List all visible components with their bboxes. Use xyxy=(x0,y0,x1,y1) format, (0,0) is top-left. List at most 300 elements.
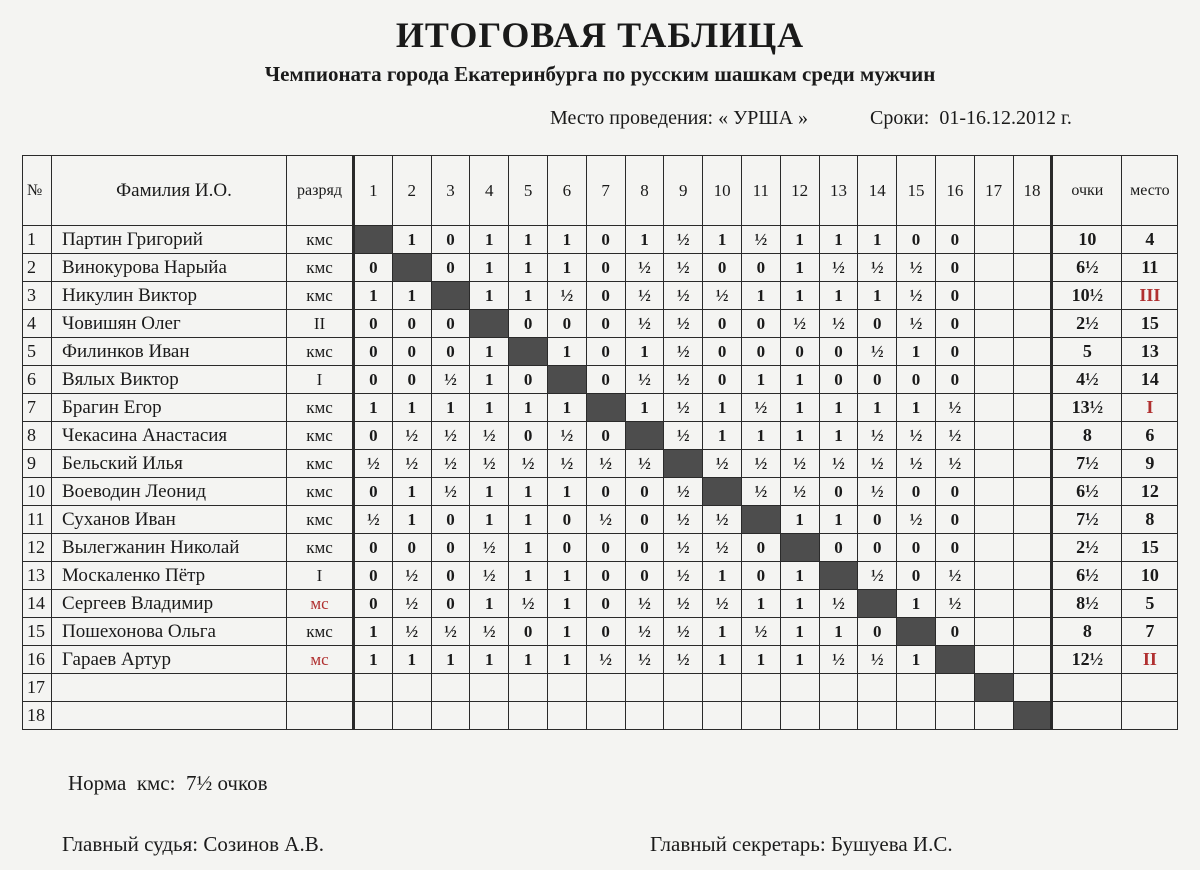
player-name: Пошехонова Ольга xyxy=(52,618,287,646)
result-cell: 0 xyxy=(392,534,431,562)
player-points: 6½ xyxy=(1052,254,1122,282)
player-place: II xyxy=(1122,646,1178,674)
player-rank: кмс xyxy=(287,226,354,254)
diagonal-cell xyxy=(935,646,974,674)
header-opponent: 6 xyxy=(547,156,586,226)
result-cell xyxy=(974,282,1013,310)
result-cell: ½ xyxy=(664,282,703,310)
table-row xyxy=(23,674,1178,702)
player-number: 9 xyxy=(23,450,52,478)
result-cell: ½ xyxy=(354,450,393,478)
result-cell: 0 xyxy=(897,534,936,562)
result-cell: 1 xyxy=(392,506,431,534)
result-cell: ½ xyxy=(780,310,819,338)
result-cell: 0 xyxy=(586,422,625,450)
player-name: Филинков Иван xyxy=(52,338,287,366)
result-cell: ½ xyxy=(354,506,393,534)
result-cell: 1 xyxy=(470,366,509,394)
result-cell: 1 xyxy=(703,226,742,254)
result-cell: 0 xyxy=(741,562,780,590)
table-row xyxy=(23,282,1178,310)
result-cell xyxy=(625,674,664,702)
header-opponent: 5 xyxy=(509,156,548,226)
result-cell: 0 xyxy=(586,534,625,562)
result-cell: ½ xyxy=(897,310,936,338)
result-cell: 1 xyxy=(897,646,936,674)
result-cell: 1 xyxy=(703,646,742,674)
result-cell: ½ xyxy=(897,506,936,534)
result-cell: ½ xyxy=(664,226,703,254)
result-cell xyxy=(974,534,1013,562)
result-cell: 1 xyxy=(354,282,393,310)
result-cell xyxy=(392,674,431,702)
result-cell: ½ xyxy=(392,590,431,618)
result-cell: ½ xyxy=(935,562,974,590)
result-cell xyxy=(470,702,509,730)
dates-label: Сроки: 01-16.12.2012 г. xyxy=(870,107,1072,129)
player-rank: кмс xyxy=(287,338,354,366)
result-cell xyxy=(1013,282,1052,310)
result-cell xyxy=(1013,422,1052,450)
result-cell: ½ xyxy=(780,450,819,478)
player-points: 10½ xyxy=(1052,282,1122,310)
result-cell: ½ xyxy=(858,562,897,590)
player-points: 10 xyxy=(1052,226,1122,254)
result-cell: 0 xyxy=(431,562,470,590)
result-cell: 1 xyxy=(509,282,548,310)
result-cell xyxy=(1013,478,1052,506)
venue-label: Место проведения: « УРША » xyxy=(550,107,809,129)
result-cell: 0 xyxy=(392,338,431,366)
header-points: очки xyxy=(1052,156,1122,226)
player-rank: кмс xyxy=(287,618,354,646)
player-number: 5 xyxy=(23,338,52,366)
player-points: 8 xyxy=(1052,618,1122,646)
result-cell: 0 xyxy=(354,338,393,366)
player-place xyxy=(1122,702,1178,730)
diagonal-cell xyxy=(703,478,742,506)
player-name: Москаленко Пётр xyxy=(52,562,287,590)
diagonal-cell xyxy=(354,226,393,254)
header-row xyxy=(23,156,1178,226)
result-cell xyxy=(703,674,742,702)
result-cell xyxy=(780,702,819,730)
player-rank: мс xyxy=(287,646,354,674)
result-cell: 1 xyxy=(354,394,393,422)
result-cell xyxy=(780,674,819,702)
result-cell: 0 xyxy=(780,338,819,366)
player-points: 8½ xyxy=(1052,590,1122,618)
result-cell: ½ xyxy=(431,618,470,646)
result-cell: 1 xyxy=(703,618,742,646)
result-cell: ½ xyxy=(897,254,936,282)
player-points: 7½ xyxy=(1052,506,1122,534)
result-cell xyxy=(935,702,974,730)
result-cell: 0 xyxy=(392,310,431,338)
result-cell: 0 xyxy=(935,478,974,506)
result-cell: 0 xyxy=(858,506,897,534)
result-cell: 1 xyxy=(897,394,936,422)
result-cell: 0 xyxy=(586,366,625,394)
result-cell: ½ xyxy=(935,590,974,618)
player-rank: кмс xyxy=(287,506,354,534)
player-number: 10 xyxy=(23,478,52,506)
page-title: ИТОГОВАЯ ТАБЛИЦА xyxy=(395,15,805,55)
result-cell: 0 xyxy=(431,338,470,366)
table-row xyxy=(23,366,1178,394)
player-name: Брагин Егор xyxy=(52,394,287,422)
result-cell: ½ xyxy=(392,422,431,450)
table-row xyxy=(23,646,1178,674)
header-name: Фамилия И.О. xyxy=(52,156,287,226)
header-opponent: 11 xyxy=(741,156,780,226)
result-cell: 0 xyxy=(586,254,625,282)
result-cell: 0 xyxy=(354,562,393,590)
player-points: 2½ xyxy=(1052,534,1122,562)
result-cell xyxy=(819,702,858,730)
diagonal-cell xyxy=(897,618,936,646)
result-cell: 0 xyxy=(431,590,470,618)
result-cell: ½ xyxy=(431,478,470,506)
result-cell: ½ xyxy=(625,254,664,282)
player-place: 12 xyxy=(1122,478,1178,506)
result-cell: 0 xyxy=(935,254,974,282)
result-cell: ½ xyxy=(625,618,664,646)
result-cell xyxy=(974,506,1013,534)
result-cell: 0 xyxy=(547,534,586,562)
result-cell: 0 xyxy=(935,366,974,394)
result-cell: 1 xyxy=(858,282,897,310)
result-cell xyxy=(509,702,548,730)
result-cell: 1 xyxy=(509,478,548,506)
result-cell xyxy=(1013,366,1052,394)
result-cell xyxy=(547,702,586,730)
header-opponent: 12 xyxy=(780,156,819,226)
player-points: 13½ xyxy=(1052,394,1122,422)
player-rank: I xyxy=(287,562,354,590)
result-cell xyxy=(470,674,509,702)
table-row xyxy=(23,478,1178,506)
player-name: Бельский Илья xyxy=(52,450,287,478)
table-row xyxy=(23,618,1178,646)
result-cell: ½ xyxy=(703,506,742,534)
result-cell: ½ xyxy=(625,590,664,618)
result-cell: ½ xyxy=(664,254,703,282)
table-row xyxy=(23,394,1178,422)
header-opponent: 18 xyxy=(1013,156,1052,226)
player-name: Сергеев Владимир xyxy=(52,590,287,618)
diagonal-cell xyxy=(625,422,664,450)
result-cell: 1 xyxy=(741,590,780,618)
result-cell xyxy=(1013,646,1052,674)
player-number: 3 xyxy=(23,282,52,310)
result-cell: 1 xyxy=(819,282,858,310)
result-cell: ½ xyxy=(935,422,974,450)
result-cell: ½ xyxy=(741,618,780,646)
result-cell: ½ xyxy=(470,562,509,590)
result-cell xyxy=(547,674,586,702)
result-cell xyxy=(664,674,703,702)
result-cell xyxy=(974,590,1013,618)
result-cell: 0 xyxy=(354,254,393,282)
result-cell: 0 xyxy=(586,226,625,254)
result-cell: 1 xyxy=(470,226,509,254)
result-cell: 1 xyxy=(703,562,742,590)
header-opponent: 3 xyxy=(431,156,470,226)
result-cell: 0 xyxy=(935,506,974,534)
table-row xyxy=(23,310,1178,338)
result-cell: 0 xyxy=(586,590,625,618)
player-number: 17 xyxy=(23,674,52,702)
header-opponent: 17 xyxy=(974,156,1013,226)
player-name: Партин Григорий xyxy=(52,226,287,254)
header-num: № xyxy=(23,156,52,226)
result-cell: 0 xyxy=(354,422,393,450)
player-place: I xyxy=(1122,394,1178,422)
result-cell: ½ xyxy=(392,450,431,478)
result-cell: 1 xyxy=(780,590,819,618)
result-cell: ½ xyxy=(625,282,664,310)
result-cell: 1 xyxy=(431,394,470,422)
result-cell: 0 xyxy=(858,310,897,338)
result-cell: ½ xyxy=(819,590,858,618)
result-cell xyxy=(974,646,1013,674)
table-row xyxy=(23,590,1178,618)
player-name: Никулин Виктор xyxy=(52,282,287,310)
player-place: 5 xyxy=(1122,590,1178,618)
diagonal-cell xyxy=(431,282,470,310)
result-cell: ½ xyxy=(509,450,548,478)
player-number: 12 xyxy=(23,534,52,562)
player-rank: кмс xyxy=(287,450,354,478)
result-cell: ½ xyxy=(586,646,625,674)
result-cell: 0 xyxy=(897,366,936,394)
player-place: 13 xyxy=(1122,338,1178,366)
table-row xyxy=(23,450,1178,478)
result-cell: ½ xyxy=(703,282,742,310)
player-rank: кмс xyxy=(287,478,354,506)
result-cell: ½ xyxy=(392,562,431,590)
result-cell: 1 xyxy=(625,338,664,366)
result-cell xyxy=(586,674,625,702)
player-number: 6 xyxy=(23,366,52,394)
result-cell: 0 xyxy=(625,478,664,506)
result-cell: 0 xyxy=(586,338,625,366)
result-cell: 0 xyxy=(431,310,470,338)
result-cell: 0 xyxy=(897,478,936,506)
result-cell xyxy=(1013,618,1052,646)
result-cell xyxy=(1013,254,1052,282)
player-rank: мс xyxy=(287,590,354,618)
result-cell: 1 xyxy=(780,422,819,450)
header-opponent: 13 xyxy=(819,156,858,226)
result-cell: 1 xyxy=(819,618,858,646)
header-opponent: 9 xyxy=(664,156,703,226)
result-cell xyxy=(1013,674,1052,702)
result-cell: ½ xyxy=(858,478,897,506)
result-cell xyxy=(625,702,664,730)
result-cell: 1 xyxy=(470,338,509,366)
result-cell: ½ xyxy=(664,366,703,394)
player-name: Винокурова Нарыйа xyxy=(52,254,287,282)
result-cell: 0 xyxy=(741,310,780,338)
diagonal-cell xyxy=(547,366,586,394)
player-points: 12½ xyxy=(1052,646,1122,674)
result-cell: ½ xyxy=(858,254,897,282)
player-place: 7 xyxy=(1122,618,1178,646)
player-place: 4 xyxy=(1122,226,1178,254)
result-cell: 0 xyxy=(509,366,548,394)
player-name: Гараев Артур xyxy=(52,646,287,674)
result-cell: 0 xyxy=(935,534,974,562)
player-number: 14 xyxy=(23,590,52,618)
player-place: 15 xyxy=(1122,534,1178,562)
result-cell: 1 xyxy=(741,646,780,674)
result-cell: ½ xyxy=(664,534,703,562)
result-cell: ½ xyxy=(547,282,586,310)
result-cell: 1 xyxy=(470,506,509,534)
player-place: III xyxy=(1122,282,1178,310)
result-cell: 0 xyxy=(625,506,664,534)
chief-secretary: Главный секретарь: Бушуева И.С. xyxy=(650,832,953,856)
result-cell xyxy=(897,674,936,702)
result-cell: 0 xyxy=(819,338,858,366)
result-cell xyxy=(819,674,858,702)
result-cell xyxy=(974,702,1013,730)
result-cell xyxy=(974,422,1013,450)
result-cell: ½ xyxy=(431,422,470,450)
diagonal-cell xyxy=(392,254,431,282)
player-place: 14 xyxy=(1122,366,1178,394)
result-cell: 1 xyxy=(547,646,586,674)
result-cell: 0 xyxy=(703,310,742,338)
result-cell: ½ xyxy=(858,646,897,674)
result-cell xyxy=(974,226,1013,254)
header-place: место xyxy=(1122,156,1178,226)
result-cell xyxy=(1013,310,1052,338)
result-cell: 0 xyxy=(858,534,897,562)
player-rank xyxy=(287,702,354,730)
result-cell xyxy=(354,674,393,702)
result-cell: 0 xyxy=(625,534,664,562)
result-cell: 1 xyxy=(780,282,819,310)
result-cell xyxy=(1013,506,1052,534)
player-number: 8 xyxy=(23,422,52,450)
result-cell: 1 xyxy=(780,366,819,394)
result-cell: 1 xyxy=(819,226,858,254)
diagonal-cell xyxy=(470,310,509,338)
player-name xyxy=(52,674,287,702)
result-cell: ½ xyxy=(664,646,703,674)
result-cell: 0 xyxy=(819,366,858,394)
result-cell xyxy=(703,702,742,730)
player-number: 16 xyxy=(23,646,52,674)
result-cell: 1 xyxy=(741,422,780,450)
result-cell: 1 xyxy=(470,590,509,618)
result-cell: 0 xyxy=(354,590,393,618)
diagonal-cell xyxy=(858,590,897,618)
result-cell: 0 xyxy=(935,310,974,338)
result-cell: 0 xyxy=(819,478,858,506)
table-row xyxy=(23,534,1178,562)
result-cell xyxy=(664,702,703,730)
result-cell: 1 xyxy=(780,646,819,674)
result-cell: ½ xyxy=(664,338,703,366)
result-cell: 1 xyxy=(392,646,431,674)
result-cell: 1 xyxy=(509,254,548,282)
header-opponent: 16 xyxy=(935,156,974,226)
result-cell: 1 xyxy=(858,394,897,422)
player-place xyxy=(1122,674,1178,702)
result-cell: ½ xyxy=(625,450,664,478)
diagonal-cell xyxy=(664,450,703,478)
player-points: 7½ xyxy=(1052,450,1122,478)
result-cell: 1 xyxy=(780,254,819,282)
player-points: 6½ xyxy=(1052,478,1122,506)
result-cell: 1 xyxy=(354,646,393,674)
result-cell xyxy=(1013,534,1052,562)
player-place: 9 xyxy=(1122,450,1178,478)
result-cell: 1 xyxy=(392,478,431,506)
player-place: 11 xyxy=(1122,254,1178,282)
result-cell: ½ xyxy=(586,450,625,478)
result-cell: 0 xyxy=(392,366,431,394)
result-cell xyxy=(1013,590,1052,618)
player-name: Воеводин Леонид xyxy=(52,478,287,506)
result-cell: ½ xyxy=(819,310,858,338)
result-cell: 0 xyxy=(586,478,625,506)
result-cell xyxy=(974,310,1013,338)
player-points: 6½ xyxy=(1052,562,1122,590)
result-cell: ½ xyxy=(664,590,703,618)
result-cell xyxy=(741,702,780,730)
result-cell: 1 xyxy=(547,618,586,646)
result-cell xyxy=(974,394,1013,422)
result-cell: ½ xyxy=(547,422,586,450)
result-cell: 1 xyxy=(509,534,548,562)
result-cell: 0 xyxy=(431,506,470,534)
player-points: 2½ xyxy=(1052,310,1122,338)
result-cell: 1 xyxy=(858,226,897,254)
player-points: 8 xyxy=(1052,422,1122,450)
result-cell: ½ xyxy=(664,422,703,450)
result-cell: 1 xyxy=(470,254,509,282)
result-cell xyxy=(897,702,936,730)
chief-judge: Главный судья: Созинов А.В. xyxy=(62,832,324,856)
diagonal-cell xyxy=(741,506,780,534)
result-cell: ½ xyxy=(935,450,974,478)
standings-table xyxy=(22,155,1178,730)
result-cell: 1 xyxy=(780,394,819,422)
player-place: 15 xyxy=(1122,310,1178,338)
result-cell xyxy=(974,254,1013,282)
result-cell: 1 xyxy=(547,394,586,422)
result-cell: 0 xyxy=(935,338,974,366)
table-row xyxy=(23,226,1178,254)
norm-note: Норма кмс: 7½ очков xyxy=(68,771,268,795)
result-cell: ½ xyxy=(741,394,780,422)
result-cell: 1 xyxy=(703,422,742,450)
result-cell: 0 xyxy=(858,366,897,394)
result-cell: 0 xyxy=(586,282,625,310)
result-cell: ½ xyxy=(431,366,470,394)
header-opponent: 7 xyxy=(586,156,625,226)
result-cell: ½ xyxy=(625,310,664,338)
player-place: 6 xyxy=(1122,422,1178,450)
player-place: 8 xyxy=(1122,506,1178,534)
result-cell: 1 xyxy=(780,618,819,646)
result-cell: ½ xyxy=(858,422,897,450)
